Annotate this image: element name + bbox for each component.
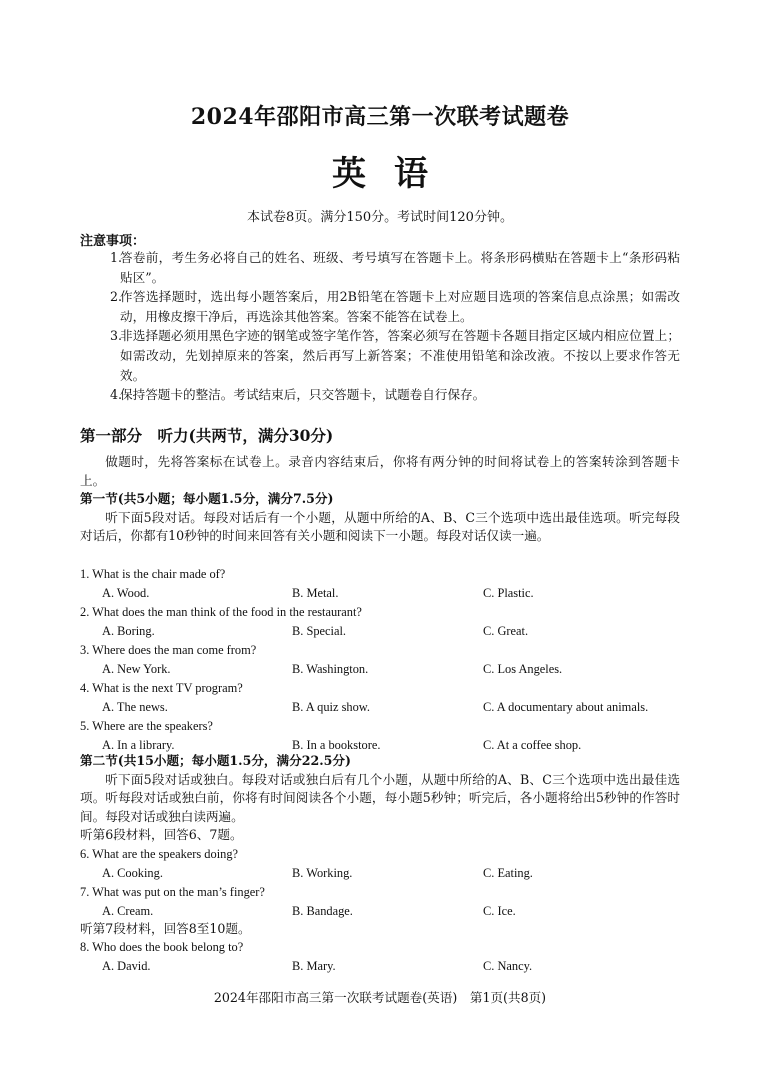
option-b: B. Metal. bbox=[292, 586, 339, 600]
section-two bbox=[80, 752, 680, 826]
page-footer: 2024年邵阳市高三第一次联考试题卷(英语) 第1页(共8页) bbox=[213, 990, 547, 1005]
option-b: B. Bandage. bbox=[292, 904, 353, 918]
option-b: B. In a bookstore. bbox=[292, 738, 381, 752]
exam-title: 2024年邵阳市高三第一次联考试题卷 bbox=[190, 104, 570, 130]
option-c: C. At a coffee shop. bbox=[483, 738, 582, 752]
option-c: C. Great. bbox=[483, 624, 529, 638]
notice-item: 3. 非选择题必须用黑色字迹的钢笔或签字笔作答，答案必须写在答题卡各题目指定区域内相应位置上；如需改动，先划掉原来的答案，然后再写上新答案；不准使用铅笔和涂改液。不按以上要求作答无效。 bbox=[80, 326, 680, 385]
material-7-note: 听第7段材料，回答8至10题。 bbox=[80, 921, 251, 936]
option-row bbox=[80, 584, 700, 603]
question-block-3 bbox=[80, 938, 700, 976]
question-stem: 8. Who does the book belong to? bbox=[80, 940, 244, 954]
section-two-description: 听下面5段对话或独白。每段对话或独白后有几个小题，从题中所给的A、B、C三个选项中选出最佳选项。听每段对话或独白前，你将有时间阅读各个小题，每小题5秒钟；听完后，各小题将给出5秒钟的作答时间。每段对话或独白读两遍。 bbox=[80, 771, 680, 824]
question-block-1 bbox=[80, 565, 700, 755]
option-row bbox=[80, 957, 700, 976]
section-one bbox=[80, 490, 680, 546]
option-b: B. Special. bbox=[292, 624, 347, 638]
option-row bbox=[80, 660, 700, 679]
notice-item-text: 保持答题卡的整洁。考试结束后，只交答题卡，试题卷自行保存。 bbox=[120, 387, 486, 403]
exam-subject: 英语 bbox=[332, 154, 456, 194]
notice-item-text: 答卷前，考生务必将自己的姓名、班级、考号填写在答题卡上。将条形码横贴在答题卡上“条形码粘贴区”。 bbox=[120, 250, 680, 285]
notice-item: 1. 答卷前，考生务必将自己的姓名、班级、考号填写在答题卡上。将条形码横贴在答题卡上“条形码粘贴区”。 bbox=[80, 248, 680, 287]
material-6-note: 听第6段材料，回答6、7题。 bbox=[80, 827, 243, 842]
notice-item-text: 非选择题必须用黑色字迹的钢笔或签字笔作答，答案必须写在答题卡各题目指定区域内相应位置上；如需改动，先划掉原来的答案，然后再写上新答案；不准使用铅笔和涂改液。不按以上要求作答无效。 bbox=[120, 328, 680, 383]
section-two-title: 第二节(共15小题；每小题1.5分，满分22.5分) bbox=[80, 753, 351, 768]
option-row bbox=[80, 902, 700, 921]
question-stem: 7. What was put on the man’s finger? bbox=[80, 885, 265, 899]
question-stem: 2. What does the man think of the food in the restaurant? bbox=[80, 605, 362, 619]
option-b: B. Working. bbox=[292, 866, 353, 880]
option-b: B. Mary. bbox=[292, 959, 336, 973]
option-a: A. David. bbox=[102, 959, 151, 973]
option-row bbox=[80, 864, 700, 883]
option-c: C. Plastic. bbox=[483, 586, 534, 600]
section-one-description: 听下面5段对话。每段对话后有一个小题，从题中所给的A、B、C三个选项中选出最佳选项。听完每段对话后，你都有10秒钟的时间来回答有关小题和阅读下一小题。每段对话仅读一遍。 bbox=[80, 509, 680, 544]
option-a: A. In a library. bbox=[102, 738, 175, 752]
option-a: A. Wood. bbox=[102, 586, 150, 600]
option-a: A. Boring. bbox=[102, 624, 155, 638]
question-stem: 3. Where does the man come from? bbox=[80, 643, 257, 657]
option-c: C. Ice. bbox=[483, 904, 516, 918]
option-b: B. A quiz show. bbox=[292, 700, 371, 714]
option-a: A. The news. bbox=[102, 700, 168, 714]
option-a: A. Cooking. bbox=[102, 866, 163, 880]
question-stem: 1. What is the chair made of? bbox=[80, 567, 226, 581]
part-one-title: 第一部分 听力(共两节，满分30分) bbox=[80, 426, 334, 445]
option-row bbox=[80, 622, 700, 641]
option-row bbox=[80, 698, 700, 717]
option-b: B. Washington. bbox=[292, 662, 369, 676]
notice-title: 注意事项： bbox=[80, 234, 146, 249]
question-block-2 bbox=[80, 845, 700, 921]
option-c: C. Los Angeles. bbox=[483, 662, 563, 676]
notice-list bbox=[80, 248, 680, 405]
exam-info: 本试卷8页。满分150分。考试时间120分钟。 bbox=[247, 210, 513, 225]
question-stem: 4. What is the next TV program? bbox=[80, 681, 243, 695]
option-c: C. Eating. bbox=[483, 866, 533, 880]
question-stem: 6. What are the speakers doing? bbox=[80, 847, 239, 861]
notice-item: 4. 保持答题卡的整洁。考试结束后，只交答题卡，试题卷自行保存。 bbox=[80, 385, 680, 405]
option-a: A. New York. bbox=[102, 662, 171, 676]
section-one-title: 第一节(共5小题；每小题1.5分，满分7.5分) bbox=[80, 491, 334, 506]
option-a: A. Cream. bbox=[102, 904, 154, 918]
option-c: C. Nancy. bbox=[483, 959, 533, 973]
question-stem: 5. Where are the speakers? bbox=[80, 719, 213, 733]
notice-item: 2. 作答选择题时，选出每小题答案后，用2B铅笔在答题卡上对应题目选项的答案信息点涂黑；如需改动，用橡皮擦干净后，再选涂其他答案。答案不能答在试卷上。 bbox=[80, 287, 680, 326]
option-c: C. A documentary about animals. bbox=[483, 700, 649, 714]
notice-item-text: 作答选择题时，选出每小题答案后，用2B铅笔在答题卡上对应题目选项的答案信息点涂黑；如需改动，用橡皮擦干净后，再选涂其他答案。答案不能答在试卷上。 bbox=[120, 289, 680, 324]
part-one-intro: 做题时，先将答案标在试卷上。录音内容结束后，你将有两分钟的时间将试卷上的答案转涂到答题卡上。 bbox=[80, 454, 680, 488]
